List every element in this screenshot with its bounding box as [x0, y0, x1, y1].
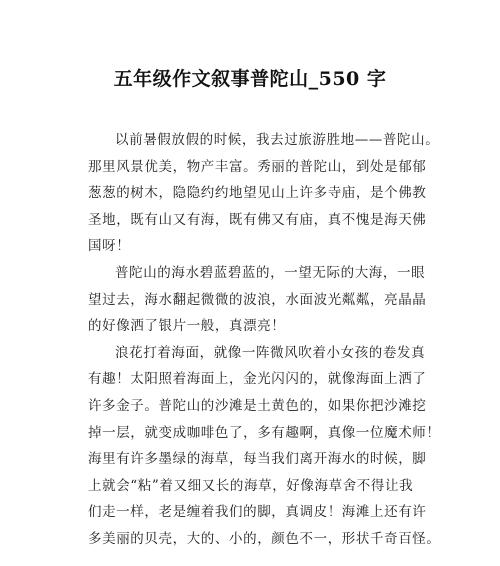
paragraph-line: 圣地，既有山又有海，既有佛又有庙，真不愧是海天佛 — [88, 211, 427, 228]
paragraph-line: 海里有许多墨绿的海草，每当我们离开海水的时候，脚 — [88, 451, 427, 468]
paragraph-line: 浪花打着海面，就像一阵微风吹着小女孩的卷发真 — [115, 344, 426, 361]
paragraph-line: 以前暑假放假的时候，我去过旅游胜地——普陀山。 — [115, 132, 440, 148]
paragraph-line: 有趣！太阳照着海面上，金光闪闪的，就像海面上洒了 — [88, 371, 427, 388]
document-body — [88, 127, 441, 553]
paragraph-3 — [88, 340, 441, 553]
paragraph-line: 望过去，海水翻起微微的波浪，水面波光粼粼，亮晶晶 — [88, 291, 427, 308]
paragraph-2 — [88, 260, 427, 340]
paragraph-line: 掉一层，就变成咖啡色了，多有趣啊，真像一位魔术师！ — [88, 424, 441, 441]
paragraph-line: 上就会“粘”着又细又长的海草，好像海草舍不得让我 — [88, 477, 414, 494]
paragraph-line: 许多金子。普陀山的沙滩是土黄色的，如果你把沙滩挖 — [88, 397, 427, 414]
paragraph-line: 多美丽的贝壳，大的、小的，颜色不一，形状千奇百怪。 — [88, 530, 441, 547]
paragraph-line: 普陀山的海水碧蓝碧蓝的，一望无际的大海，一眼 — [115, 264, 426, 281]
paragraph-line: 那里风景优美，物产丰富。秀丽的普陀山，到处是郁郁 — [88, 158, 427, 175]
paragraph-line: 国呀！ — [88, 238, 131, 255]
paragraph-line: 的好像洒了银片一般，真漂亮！ — [88, 318, 286, 335]
paragraph-line: 葱葱的树木，隐隐约约地望见山上许多寺庙，是个佛教 — [88, 185, 427, 202]
paragraph-line: 们走一样，老是缠着我们的脚，真调皮！海滩上还有许 — [88, 504, 427, 521]
paragraph-1 — [88, 127, 440, 260]
document-title: 五年级作文叙事普陀山_550 字 — [113, 68, 387, 90]
